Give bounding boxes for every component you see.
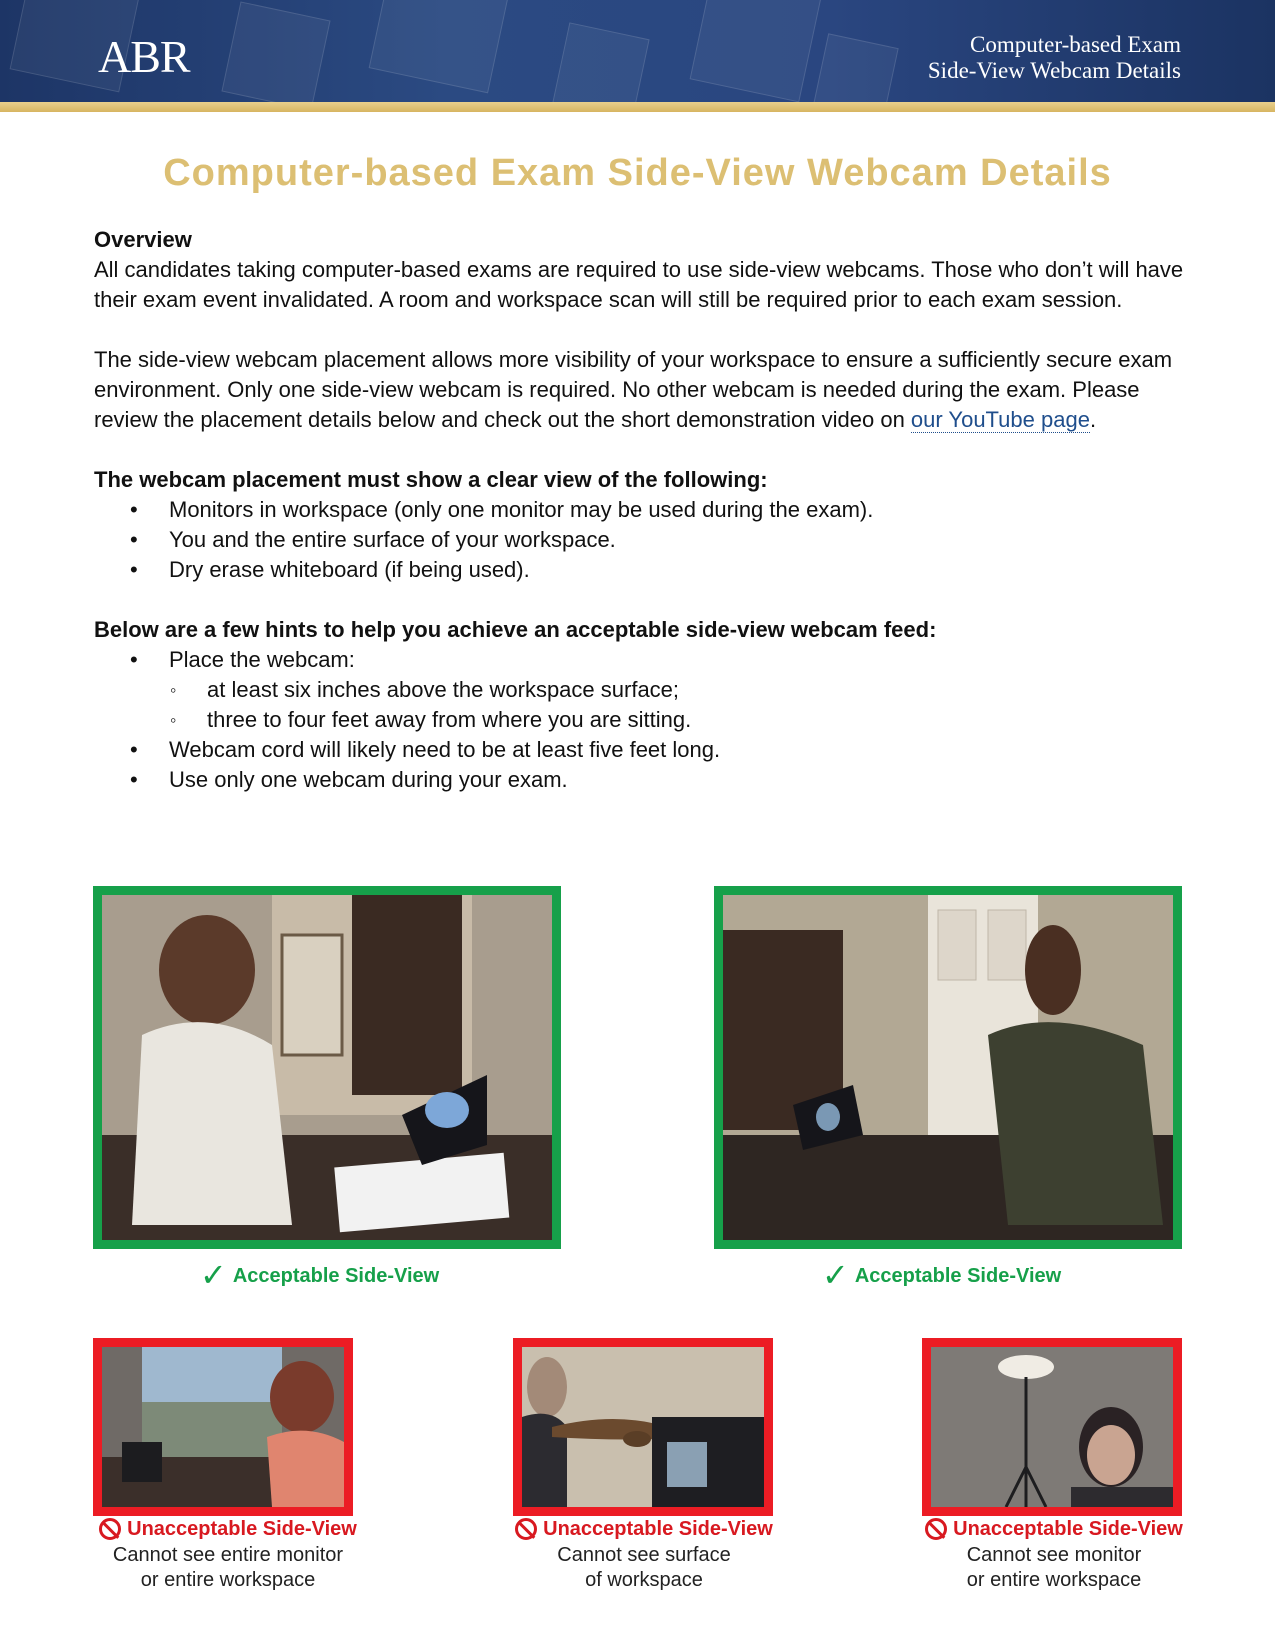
reason-line-1: Cannot see surface [557, 1544, 731, 1566]
list-item: • You and the entire surface of your workspace. [94, 525, 1184, 555]
hints-list [94, 645, 1184, 795]
acceptable-caption-1 [200, 1256, 439, 1294]
unacceptable-label: Unacceptable Side-View [127, 1518, 357, 1540]
list-item: • Monitors in workspace (only one monitor may be used during the exam). [94, 495, 1184, 525]
acceptable-label: Acceptable Side-View [854, 1265, 1062, 1287]
requirements-heading: The webcam placement must show a clear view of the following: [94, 467, 768, 492]
reason-line-1: Cannot see entire monitor [112, 1544, 344, 1566]
unacceptable-reason [494, 1543, 794, 1593]
unacceptable-photo-3 [922, 1338, 1182, 1516]
photo-placeholder-image [931, 1347, 1173, 1507]
header-title [928, 32, 1181, 84]
reason-line-2: or entire workspace [966, 1569, 1142, 1591]
list-item: • Webcam cord will likely need to be at least five feet long. [94, 735, 1184, 765]
overview-para-1: All candidates taking computer-based exams are required to use side-view webcams. Those who don’t will have their exam event invalidated. A room and workspace scan will still be required prior to each exam session. [94, 257, 1184, 312]
acceptable-photo-2 [714, 886, 1182, 1249]
reason-line-1: Cannot see monitor [966, 1544, 1142, 1566]
unacceptable-caption-1 [78, 1518, 378, 1593]
list-item: ◦ three to four feet away from where you are sitting. [169, 705, 1184, 735]
hints-heading: Below are a few hints to help you achieve an acceptable side-view webcam feed: [94, 617, 937, 642]
prohibited-icon [99, 1518, 121, 1540]
hints-sublist [169, 675, 1184, 735]
list-item: • Dry erase whiteboard (if being used). [94, 555, 1184, 585]
youtube-link[interactable]: our YouTube page [910, 407, 1090, 432]
acceptable-label: Acceptable Side-View [232, 1265, 440, 1287]
prohibited-icon [925, 1518, 947, 1540]
acceptable-photo-1 [93, 886, 561, 1249]
checkmark-icon: ✓ [200, 1257, 227, 1293]
abr-logo: ABR [98, 31, 190, 82]
photo-placeholder-image [102, 1347, 344, 1507]
unacceptable-caption-3 [904, 1518, 1204, 1593]
overview-heading: Overview [94, 227, 192, 252]
document-body [94, 225, 1184, 795]
overview-para-2-end: . [1089, 407, 1097, 432]
photo-placeholder-image [102, 895, 552, 1240]
unacceptable-caption-2 [494, 1518, 794, 1593]
photo-placeholder-image [522, 1347, 764, 1507]
header-title-line2: Side-View Webcam Details [927, 58, 1181, 83]
unacceptable-photo-2 [513, 1338, 773, 1516]
acceptable-caption-2 [822, 1256, 1061, 1294]
unacceptable-label: Unacceptable Side-View [543, 1518, 773, 1540]
header-banner [0, 0, 1275, 102]
unacceptable-photo-1 [93, 1338, 353, 1516]
header-title-line1: Computer-based Exam [970, 32, 1181, 57]
reason-line-2: of workspace [585, 1569, 703, 1591]
overview-para-2 [94, 345, 1184, 435]
requirements-list [94, 495, 1184, 585]
prohibited-icon [515, 1518, 537, 1540]
reason-line-2: or entire workspace [140, 1569, 316, 1591]
checkmark-icon: ✓ [822, 1257, 849, 1293]
list-item: • Use only one webcam during your exam. [94, 765, 1184, 795]
unacceptable-reason [904, 1543, 1204, 1593]
document-title: Computer-based Exam Side-View Webcam Details [163, 152, 1112, 194]
photo-placeholder-image [723, 895, 1173, 1240]
overview-para-2-text: The side-view webcam placement allows more visibility of your workspace to ensure a sufficiently secure exam environment. Only one side-view webcam is required. No other webcam is needed during the exam. Please review the placement details below and check out the short demonstration video on [94, 347, 1173, 432]
list-item: ◦ at least six inches above the workspace surface; [169, 675, 1184, 705]
hint-place-webcam: Place the webcam: [169, 647, 355, 672]
unacceptable-label: Unacceptable Side-View [953, 1518, 1183, 1540]
list-item [94, 645, 1184, 735]
gold-divider [0, 102, 1275, 112]
unacceptable-reason [78, 1543, 378, 1593]
